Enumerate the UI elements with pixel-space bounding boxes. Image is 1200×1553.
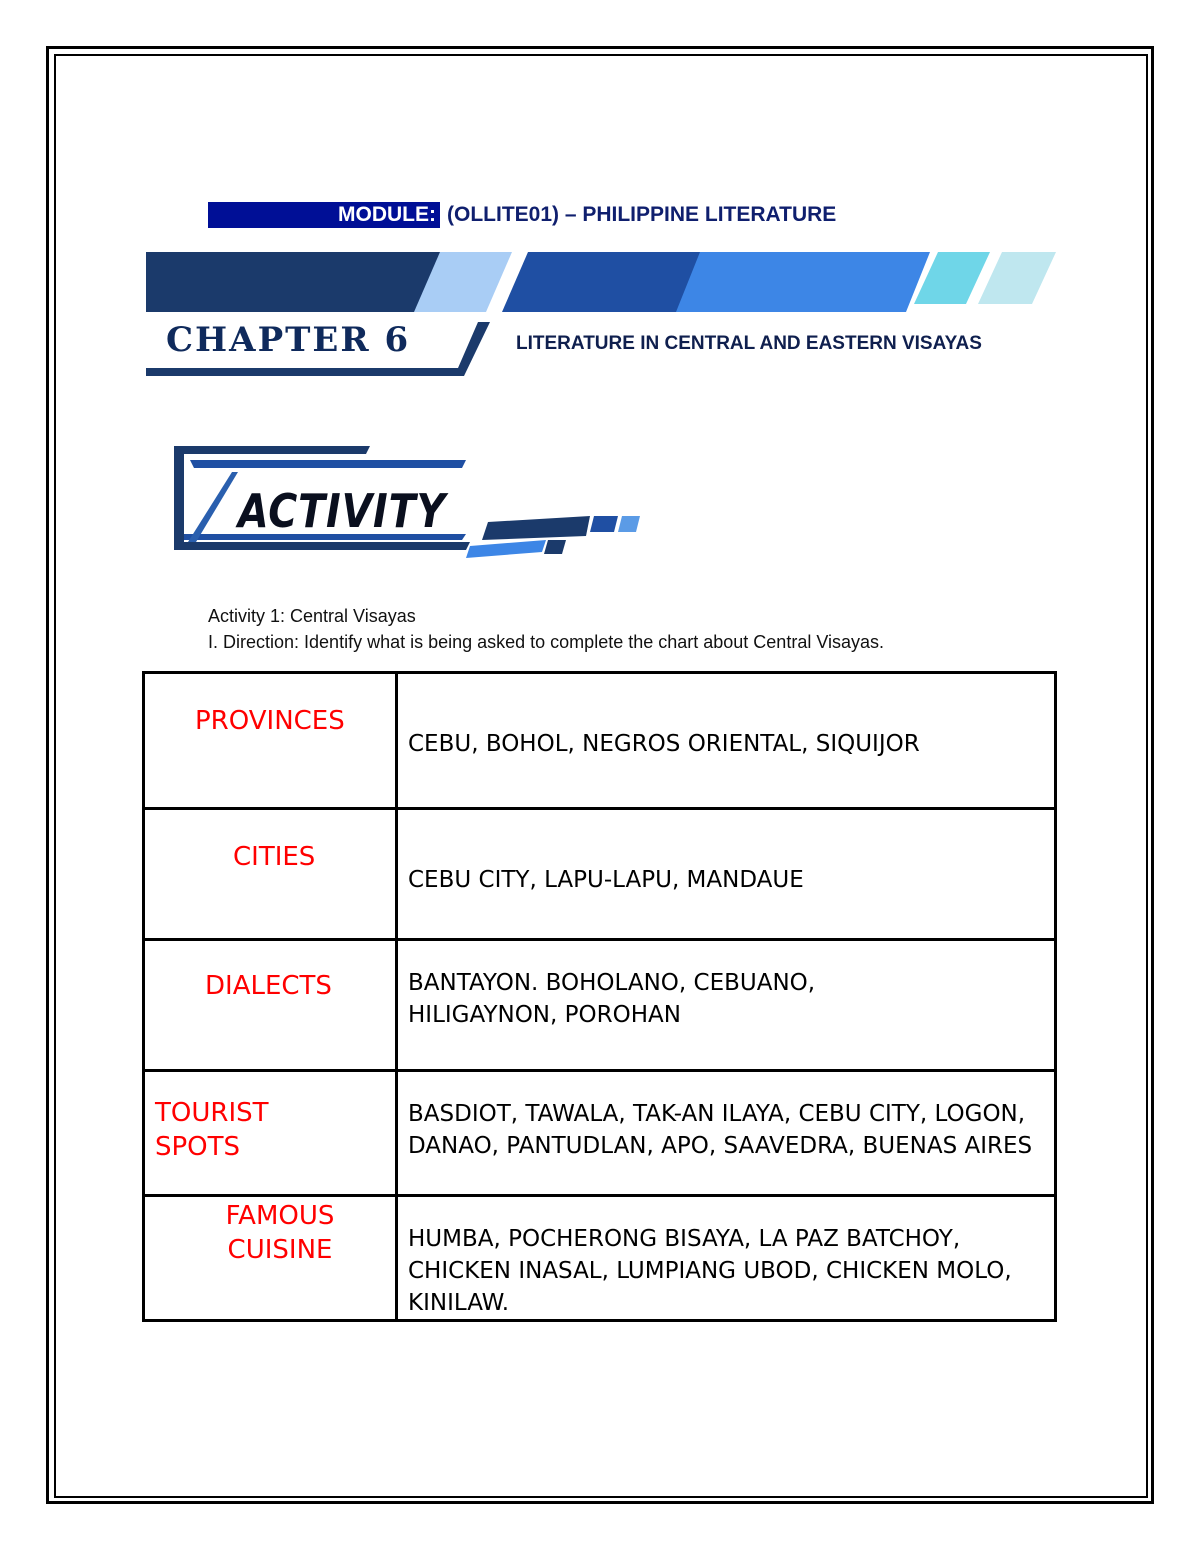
chart-label-cell — [144, 1071, 397, 1196]
central-visayas-chart — [142, 671, 1057, 1322]
chart-value-cell — [397, 809, 1056, 940]
row-label: PROVINCES — [195, 706, 345, 736]
activity-stripe-light — [618, 516, 640, 532]
activity-heading: Activity 1: Central Visayas — [208, 606, 416, 626]
row-value: BASDIOT, TAWALA, TAK-AN ILAYA, CEBU CITY, LOGON, DANAO, PANTUDLAN, APO, SAAVEDRA, BUENAS AIRES — [408, 1101, 1033, 1159]
chart-row-dialects — [144, 940, 1056, 1071]
activity-stripe-under-dark — [544, 540, 566, 554]
chart-value-cell — [397, 1196, 1056, 1321]
chapter-subtitle: LITERATURE IN CENTRAL AND EASTERN VISAYAS — [516, 333, 982, 354]
activity-slash — [188, 472, 238, 542]
chapter-title: CHAPTER 6 — [166, 320, 411, 360]
chart-label-cell — [144, 940, 397, 1071]
row-label: DIALECTS — [205, 971, 332, 1001]
row-value: CEBU CITY, LAPU-LAPU, MANDAUE — [408, 867, 804, 893]
chart-value-cell — [397, 673, 1056, 809]
activity-stripe-under — [466, 540, 546, 558]
row-value: CEBU, BOHOL, NEGROS ORIENTAL, SIQUIJOR — [408, 731, 920, 757]
module-title: (OLLITE01) – PHILIPPINE LITERATURE — [447, 203, 837, 226]
row-value: HUMBA, POCHERONG BISAYA, LA PAZ BATCHOY, CHICKEN INASAL, LUMPIANG UBOD, CHICKEN MOLO, KINILAW. — [408, 1226, 1012, 1316]
row-value: BANTAYON. BOHOLANO, CEBUANO, HILIGAYNON, POROHAN — [408, 970, 816, 1028]
activity-banner-label: ACTIVITY — [238, 484, 446, 538]
chart-label-cell — [144, 1196, 397, 1321]
banner-pale-cyan-stripe — [978, 252, 1056, 304]
activity-inner-top — [190, 460, 466, 468]
chapter-banner-graphic — [140, 248, 1060, 380]
row-label: FAMOUS CUISINE — [225, 1201, 335, 1265]
chart-row-provinces — [144, 673, 1056, 809]
row-label: TOURIST SPOTS — [155, 1098, 269, 1162]
chart-label-cell — [144, 809, 397, 940]
chart-row-cities — [144, 809, 1056, 940]
row-label: CITIES — [233, 842, 316, 872]
activity-stripe-blue — [590, 516, 618, 532]
chart-row-tourist-spots — [144, 1071, 1056, 1196]
activity-stripe-dark — [482, 516, 590, 540]
activity-frame-bottom — [174, 542, 470, 550]
chart-label-cell — [144, 673, 397, 809]
chart-value-cell — [397, 940, 1056, 1071]
activity-direction: I. Direction: Identify what is being asked to complete the chart about Central Visayas. — [208, 632, 885, 652]
banner-light-block — [676, 252, 930, 312]
module-label: MODULE: — [338, 203, 436, 226]
chart-row-famous-cuisine — [144, 1196, 1056, 1321]
chart-value-cell — [397, 1071, 1056, 1196]
